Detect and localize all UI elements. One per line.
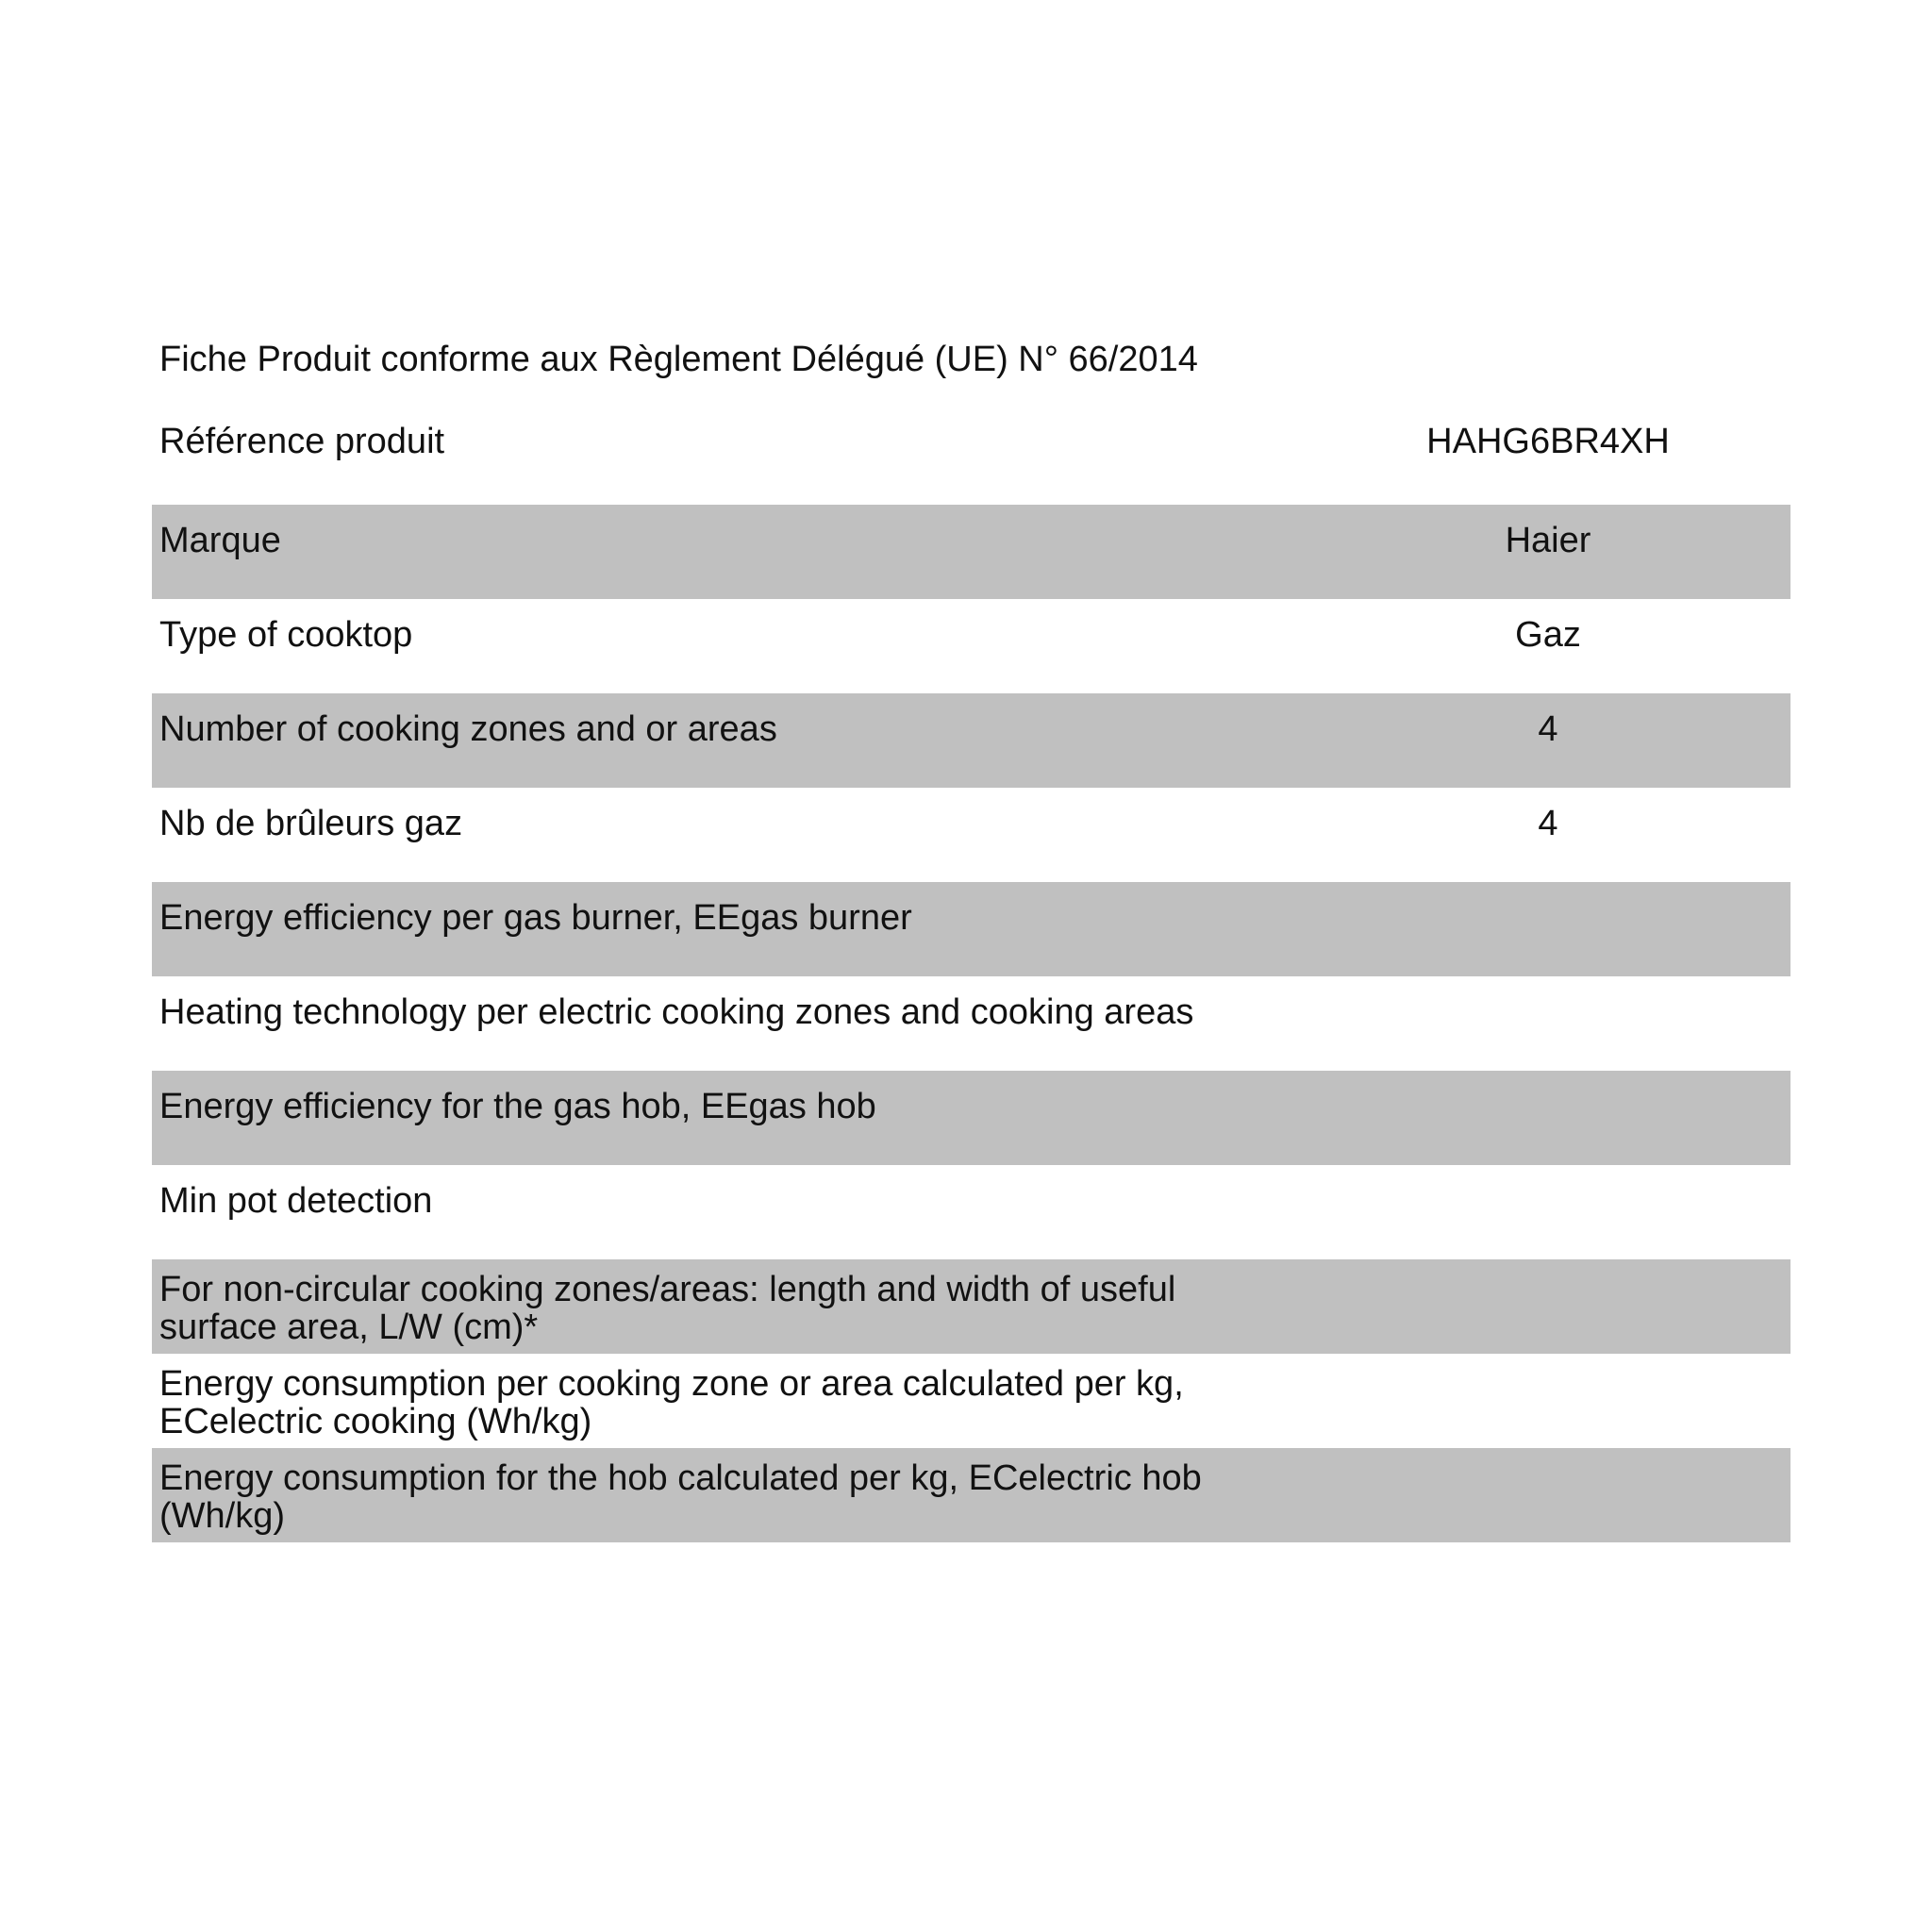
spec-row-brand <box>152 505 1790 599</box>
spec-label: Energy efficiency for the gas hob, EEgas hob <box>159 1087 876 1126</box>
spec-label: Min pot detection <box>159 1181 433 1221</box>
spec-row-non-circular-zones <box>152 1259 1790 1354</box>
spec-value: Haier <box>1505 521 1591 560</box>
spec-label: Type of cooktop <box>159 615 413 655</box>
spec-value: Gaz <box>1515 615 1581 655</box>
spec-value: 4 <box>1538 804 1558 843</box>
spec-row-ee-gas-hob <box>152 1071 1790 1165</box>
spec-row-ee-gas-burner <box>152 882 1790 976</box>
product-sheet <box>152 321 1790 1542</box>
sheet-title: Fiche Produit conforme aux Règlement Délégué (UE) N° 66/2014 <box>159 340 1198 379</box>
spec-label: Number of cooking zones and or areas <box>159 709 777 749</box>
spec-label: Energy efficiency per gas burner, EEgas burner <box>159 898 912 938</box>
spec-label: Heating technology per electric cooking zones and cooking areas <box>159 992 1194 1032</box>
spec-value: 4 <box>1538 709 1558 749</box>
spec-label: Energy consumption per cooking zone or area calculated per kg, ECelectric cooking (Wh/kg) <box>159 1364 1184 1441</box>
reference-row <box>152 402 1790 505</box>
spec-label: Marque <box>159 521 281 560</box>
spec-row-heating-technology <box>152 976 1790 1071</box>
reference-label: Référence produit <box>159 422 445 461</box>
spec-row-ec-electric-cooking <box>152 1354 1790 1448</box>
spec-row-cooking-zones <box>152 693 1790 788</box>
spec-row-gas-burners <box>152 788 1790 882</box>
spec-row-ec-electric-hob <box>152 1448 1790 1542</box>
reference-value: HAHG6BR4XH <box>1426 422 1670 461</box>
spec-row-min-pot-detection <box>152 1165 1790 1259</box>
spec-label: Nb de brûleurs gaz <box>159 804 463 843</box>
spec-row-cooktop-type <box>152 599 1790 693</box>
spec-label: For non-circular cooking zones/areas: length and width of useful surface area, L/W (cm)* <box>159 1270 1176 1347</box>
spec-label: Energy consumption for the hob calculated per kg, ECelectric hob (Wh/kg) <box>159 1458 1202 1536</box>
